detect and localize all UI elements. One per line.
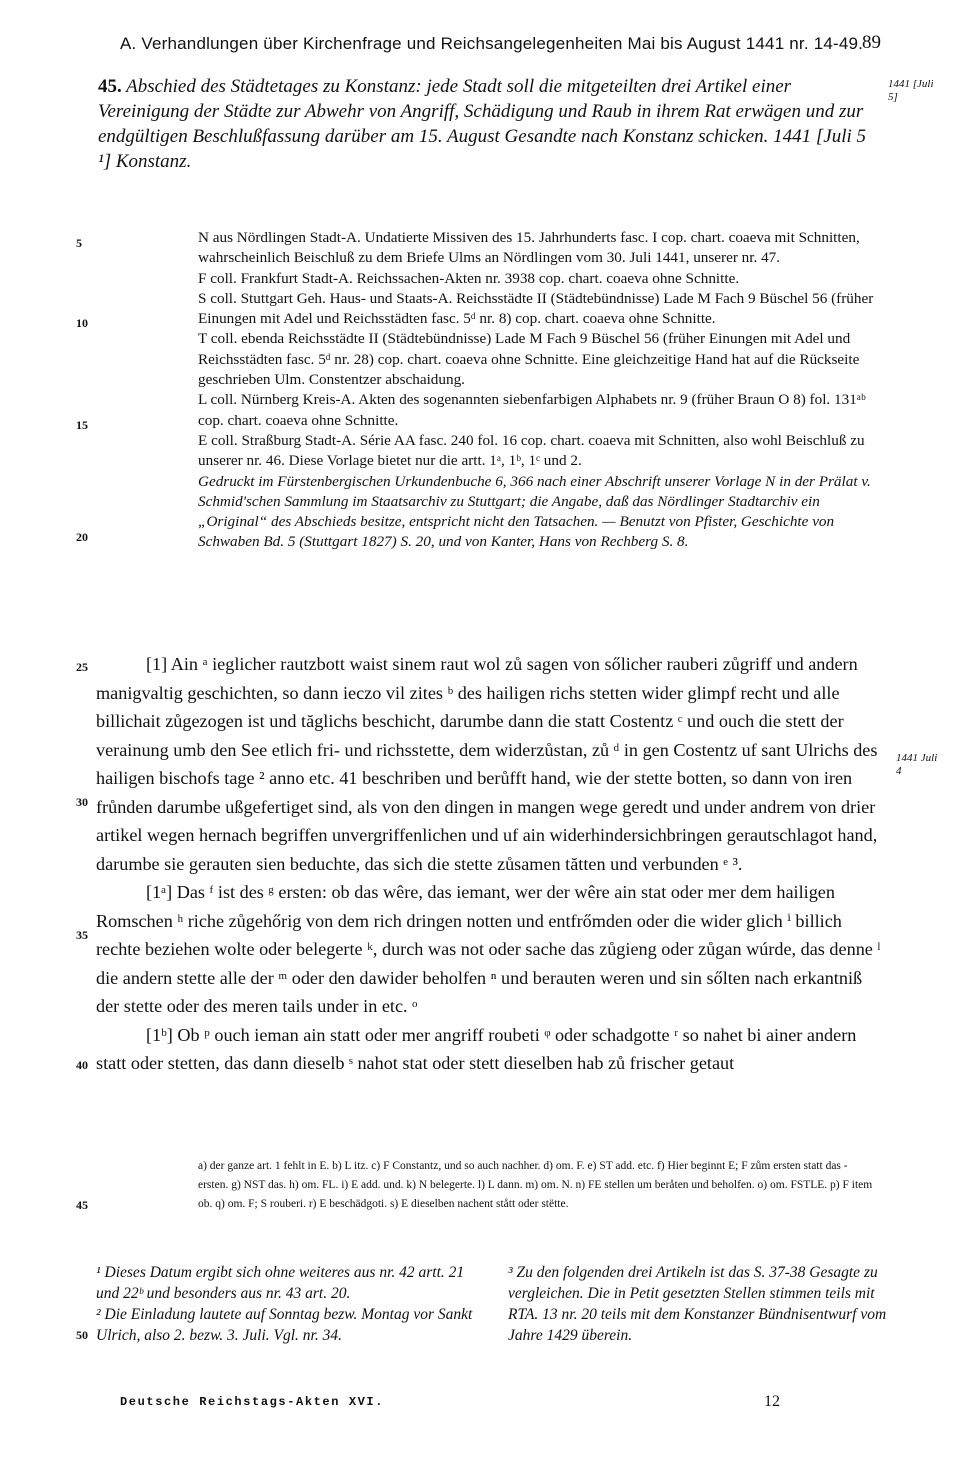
line-number: 15: [76, 418, 88, 432]
source-entry: T coll. ebenda Reichsstädte II (Städtebündnisse) Lade M Fach 9 Büschel 56 (früher Einungen mit Adel und Reichsstädten fasc. 5ᵈ nr. 28) cop. chart. coaeva ohne Schnitte. Eine gleichzeitige Hand hat auf die Rückseite geschrieben Ulm. Constentzer abschaidung.: [198, 330, 860, 389]
title-margin-date: 1441 [Juli 5]: [888, 78, 934, 103]
line-number: 5: [76, 236, 82, 250]
footnote-1: ¹ Dieses Datum ergibt sich ohne weiteres aus nr. 42 artt. 21 und 22ᵇ und besonders aus nr. 43 art. 20.: [96, 1264, 465, 1302]
source-entry: L coll. Nürnberg Kreis-A. Akten des sogenannten siebenfarbigen Alphabets nr. 9 (früher Braun O 8) fol. 131ᵃᵇ cop. chart. coaeva ohne Schnitte.: [198, 391, 866, 429]
line-number: 30: [76, 795, 88, 809]
line-number: 10: [76, 316, 88, 330]
series-footer: Deutsche Reichstags-Akten XVI.: [120, 1395, 385, 1409]
sheet-signature: 12: [764, 1393, 780, 1410]
footnote-column-left: [96, 1262, 476, 1346]
source-entry: E coll. Straßburg Stadt-A. Série AA fasc. 240 fol. 16 cop. chart. coaeva mit Schnitten, also wohl Beischluß zu unserer nr. 46. Diese Vorlage bietet nur die artt. 1ᵃ, 1ᵇ, 1ᶜ und 2.: [198, 431, 865, 470]
footnote-2: ² Die Einladung lautete auf Sonntag bezw. Montag vor Sankt Ulrich, also 2. bezw. 3. Juli. Vgl. nr. 34.: [96, 1306, 473, 1344]
running-header: A. Verhandlungen über Kirchenfrage und Reichsangelegenheiten Mai bis August 1441 nr. 14-49.: [120, 34, 864, 53]
document-title: Abschied des Städtetages zu Konstanz: jede Stadt soll die mitgeteilten drei Artikel einer Vereinigung der Städte zur Abwehr von Angriff, Schädigung und Raub in ihrem Rat erwägen und zur endgültigen Beschlußfassung darüber am 15. August Gesandte nach Konstanz schicken. 1441 [Juli 5 ¹] Konstanz.: [98, 76, 867, 172]
main-margin-date: 1441 Juli 4: [896, 752, 938, 777]
page-number: 89: [862, 32, 881, 53]
article-1a: [1ᵃ] Das ᶠ ist des ᵍ ersten: ob das wêre, das iemant, wer der wêre ain stat oder mer dem hailigen Romschen ʰ riche zůgehőrig von dem rich dringen notten und entfrőmden oder die wider glich ⁱ billich rechte beziehen wolte oder belegerte ᵏ, durch was not oder sache das zůgieng oder zůgan wúrde, das denne ˡ die andern stette alle der ᵐ oder den dawider beholfen ⁿ und berauten weren und sin sőlten nach erkantniß der stette oder des meren tails under in etc. ᵒ: [96, 882, 881, 1016]
source-list: [198, 228, 882, 553]
variant-notes: a) der ganze art. 1 fehlt in E. b) L itz. c) F Constantz, und so auch nachher. d) om. F. e) ST add. etc. f) Hier beginnt E; F zům ersten statt das - ersten. g) NST das. h) om. FL. i) E add. und. k) N belegerte. l) L dann. m) om. N. n) FE stellen um beråten und beholfen. o) om. FSTLE. p) F item ob. q) om. F; S rouberi. r) E beschädgoti. s) E dieselben nachent stått oder stëtte.: [198, 1160, 873, 1210]
line-number: 50: [76, 1328, 88, 1342]
main-text: [96, 650, 882, 1078]
line-number: 20: [76, 530, 88, 544]
article-1b: [1ᵇ] Ob ᵖ ouch ieman ain statt oder mer angriff roubeti ᵠ oder schadgotte ʳ so nahet bi ainer andern statt oder stetten, das dann dieselb ˢ nahot stat oder stett dieselben hab zů frischer getaut: [96, 1024, 857, 1073]
line-number: 45: [76, 1198, 88, 1212]
source-entry: F coll. Frankfurt Stadt-A. Reichssachen-Akten nr. 3938 cop. chart. coaeva ohne Schnitte.: [198, 269, 740, 287]
document-title-block: [98, 74, 880, 174]
source-print-note: Gedruckt im Fürstenbergischen Urkundenbuche 6, 366 nach einer Abschrift unserer Vorlage N in der Prälat v. Schmid'schen Sammlung im Staatsarchiv zu Stuttgart; die Angabe, daß das Nördlinger Stadtarchiv ein „Original“ des Abschieds besitze, entspricht nicht den Tatsachen. — Benutzt von Pfister, Geschichte von Schwaben Bd. 5 (Stuttgart 1827) S. 20, und von Kanter, Hans von Rechberg S. 8.: [198, 472, 871, 551]
line-number: 40: [76, 1058, 88, 1072]
source-entry: S coll. Stuttgart Geh. Haus- und Staats-A. Reichsstädte II (Städtebündnisse) Lade M Fach 9 Büschel 56 (früher Einungen mit Adel und Reichsstädten fasc. 5ᵈ nr. 8) cop. chart. coaeva ohne Schnitte.: [198, 289, 874, 328]
line-number: 35: [76, 928, 88, 942]
document-number: 45.: [98, 76, 122, 97]
line-number: 25: [76, 660, 88, 674]
article-1: [1] Ain ᵃ ieglicher rautzbott waist sinem raut wol zů sagen von sőlicher rauberi zůgriff und andern manigvaltig geschichten, so dann ieczo vil zites ᵇ des hailigen richs stetten wider glimpf recht und alle billichait zůgezogen ist und tăglichs beschicht, darumbe dann die statt Costentz ᶜ und ouch die stett der verainung umb den See etlich fri- und richsstette, dem widerzůstan, zů ᵈ in gen Costentz uf sant Ulrichs des hailigen bischofs tage ² anno etc. 41 beschriben und berůfft hand, wie der stette botten, so dann von iren frůnden darumbe ußgefertiget sind, als von den dingen in mangen wege geredt und under andrem von drier artikel wegen hernach begriffen unvergriffenlichen und uf ain widerhindersichbringen gerautschlagot hand, darumbe sie gerauten sien beduchte, das sich die stette zůsamen tătten und verbunden ᵉ ³.: [96, 654, 878, 874]
source-entry: N aus Nördlingen Stadt-A. Undatierte Missiven des 15. Jahrhunderts fasc. I cop. chart. coaeva mit Schnitten, wahrscheinlich Beischluß zu dem Briefe Ulms an Nördlingen vom 30. Juli 1441, unserer nr. 47.: [198, 229, 860, 267]
footnote-column-right: [508, 1262, 888, 1346]
footnote-3: ³ Zu den folgenden drei Artikeln ist das S. 37-38 Gesagte zu vergleichen. Die in Petit gesetzten Stellen stimmen teils mit RTA. 13 nr. 20 teils mit dem Konstanzer Bündnisentwurf vom Jahre 1429 überein.: [508, 1264, 887, 1344]
